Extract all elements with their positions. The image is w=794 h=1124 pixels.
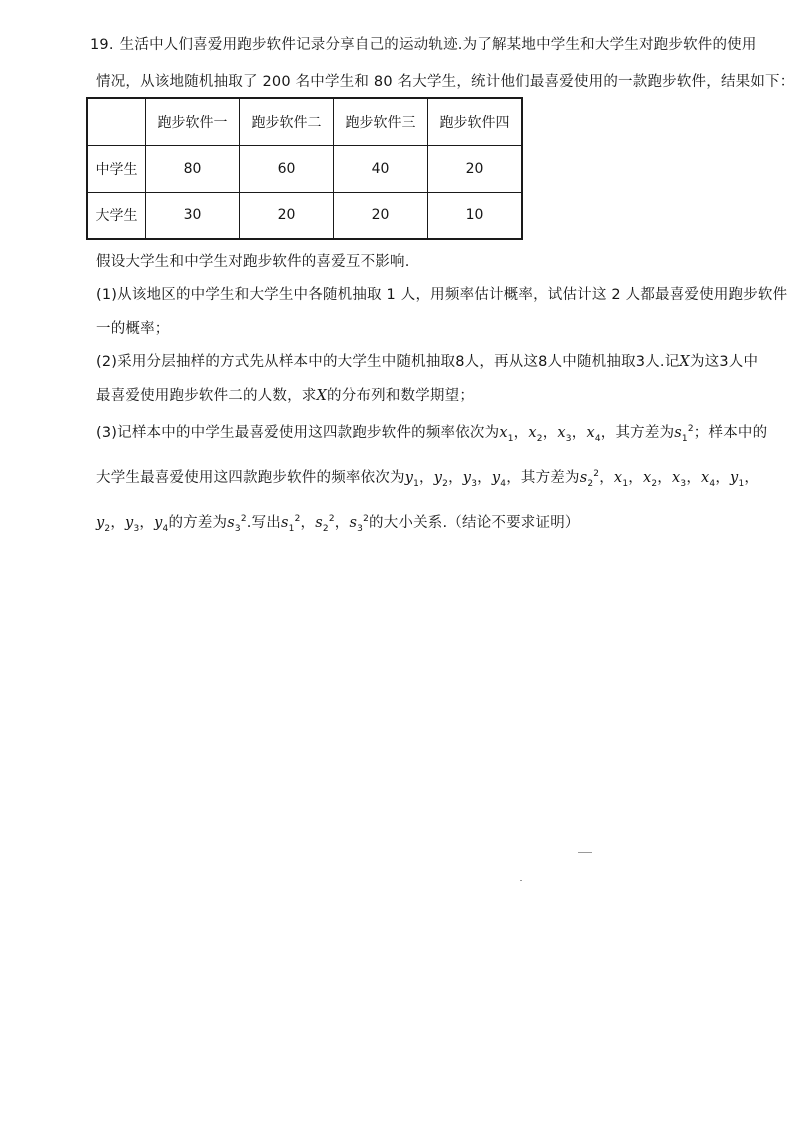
part3-text-3c: 的大小关系.（结论不要求证明） xyxy=(369,515,580,531)
math-symbol: x xyxy=(671,470,681,486)
separator: ， xyxy=(542,425,558,441)
table-cell: 60 xyxy=(240,145,334,192)
table-row xyxy=(87,145,522,192)
separator: ， xyxy=(110,515,126,531)
math-symbol: s xyxy=(349,515,358,531)
separator: ， xyxy=(628,470,643,486)
table-cell: 40 xyxy=(334,145,428,192)
math-symbol: y xyxy=(462,470,472,486)
math-symbol: y xyxy=(404,470,414,486)
math-symbol: x xyxy=(499,425,508,441)
part1-line-2 xyxy=(96,317,170,338)
separator: ， xyxy=(686,470,702,486)
separator: ， xyxy=(744,470,760,486)
math-subscript: 1 xyxy=(413,478,420,489)
question-number: 19. xyxy=(90,37,114,53)
math-subscript: 2 xyxy=(536,433,543,444)
separator: ， xyxy=(300,515,316,531)
math-symbol: y xyxy=(125,515,134,531)
part3-text-1b: ，其方差为 xyxy=(600,425,675,441)
table-cell: 10 xyxy=(428,192,523,239)
math-subscript: 1 xyxy=(507,433,514,444)
math-subscript: 2 xyxy=(104,523,111,534)
math-symbol: s xyxy=(315,515,323,531)
math-symbol: y xyxy=(96,515,105,531)
math-subscript: 3 xyxy=(565,433,572,444)
separator: ， xyxy=(139,515,155,531)
math-subscript: 1 xyxy=(288,523,295,534)
math-symbol: s xyxy=(227,515,235,531)
math-superscript: 2 xyxy=(240,514,247,525)
part3-text-3b: .写出 xyxy=(246,515,281,531)
math-symbol: x xyxy=(586,425,595,441)
table-header-cell: 跑步软件四 xyxy=(428,98,523,145)
math-symbol: x xyxy=(528,425,537,441)
math-symbol: y xyxy=(433,470,443,486)
math-subscript: 4 xyxy=(594,433,601,444)
variable-x: X xyxy=(679,354,690,370)
part3-text-2a: 大学生最喜爱使用这四款跑步软件的频率依次为 xyxy=(96,470,405,486)
table-header-cell: 跑步软件一 xyxy=(146,98,240,145)
part2-text-1b: 为这3人中 xyxy=(689,354,759,370)
math-symbol: x xyxy=(642,470,652,486)
scan-speck xyxy=(578,852,592,853)
separator: ， xyxy=(448,470,463,486)
math-symbol: y xyxy=(154,515,163,531)
part3-text-1a: (3)记样本中的中学生最喜爱使用这四款跑步软件的频率依次为 xyxy=(96,425,500,441)
question-intro-line-1 xyxy=(90,33,757,54)
math-subscript: 3 xyxy=(234,523,241,534)
math-symbol: y xyxy=(491,470,501,486)
math-symbol: s xyxy=(674,425,682,441)
math-subscript: 2 xyxy=(587,478,594,489)
math-superscript: 2 xyxy=(687,424,694,435)
math-subscript: 1 xyxy=(681,433,688,444)
math-subscript: 4 xyxy=(709,478,716,489)
table-row xyxy=(87,192,522,239)
math-superscript: 2 xyxy=(294,514,301,525)
math-subscript: 3 xyxy=(680,478,687,489)
table-cell: 80 xyxy=(146,145,240,192)
part3-text-3a: 的方差为 xyxy=(168,515,228,531)
table-cell: 20 xyxy=(334,192,428,239)
table-header-cell: 跑步软件二 xyxy=(240,98,334,145)
separator: ， xyxy=(477,470,492,486)
math-symbol: x xyxy=(613,470,623,486)
math-symbol: s xyxy=(579,470,588,486)
math-symbol: s xyxy=(281,515,289,531)
part2-text-1a: (2)采用分层抽样的方式先从样本中的大学生中随机抽取8人，再从这8人中随机抽取3人.记 xyxy=(96,354,680,370)
intro-text-2: 情况，从该地随机抽取了 200 名中学生和 80 名大学生，统计他们最喜爱使用的一款跑步软件，结果如下： xyxy=(96,74,794,90)
math-subscript: 2 xyxy=(651,478,658,489)
table-header-row xyxy=(87,98,522,145)
math-superscript: 2 xyxy=(593,469,600,480)
part1-line-1 xyxy=(96,283,787,304)
table-cell: 20 xyxy=(240,192,334,239)
math-subscript: 2 xyxy=(442,478,449,489)
math-symbol: y xyxy=(730,470,739,486)
math-subscript: 4 xyxy=(162,523,169,534)
scan-speck xyxy=(520,880,522,881)
table-row-label: 中学生 xyxy=(87,145,146,192)
part3-text-2b: ，其方差为 xyxy=(506,470,580,486)
part2-line-1 xyxy=(96,350,758,371)
math-subscript: 3 xyxy=(357,523,364,534)
separator: ， xyxy=(419,470,434,486)
assumption-line xyxy=(96,250,410,271)
separator: ， xyxy=(571,425,587,441)
part1-text-2: 一的概率； xyxy=(96,321,170,337)
math-superscript: 2 xyxy=(328,514,335,525)
assumption-text: 假设大学生和中学生对跑步软件的喜爱互不影响. xyxy=(96,254,410,270)
math-subscript: 4 xyxy=(500,478,507,489)
math-subscript: 3 xyxy=(471,478,478,489)
separator: ， xyxy=(334,515,350,531)
table-corner-cell xyxy=(87,98,146,145)
table-header-cell: 跑步软件三 xyxy=(334,98,428,145)
part3-line-2 xyxy=(96,466,759,489)
part1-text-1: (1)从该地区的中学生和大学生中各随机抽取 1 人，用频率估计概率，试估计这 2 人都最喜爱使用跑步软件 xyxy=(96,287,788,303)
part2-text-2a: 最喜爱使用跑步软件二的人数，求 xyxy=(96,388,317,404)
math-superscript: 2 xyxy=(363,514,369,525)
intro-text-1: 生活中人们喜爱用跑步软件记录分享自己的运动轨迹.为了解某地中学生和大学生对跑步软件的使用 xyxy=(119,37,757,53)
part3-text-1c: ；样本中的 xyxy=(693,425,768,441)
math-subscript: 1 xyxy=(738,478,745,489)
variable-x: X xyxy=(316,388,328,404)
question-intro-line-2 xyxy=(96,70,794,91)
math-symbol: x xyxy=(557,425,566,441)
separator: ， xyxy=(657,470,672,486)
math-subscript: 2 xyxy=(322,523,329,534)
part2-text-2b: 的分布列和数学期望； xyxy=(327,388,475,404)
part2-line-2 xyxy=(96,384,474,405)
table-row-label: 大学生 xyxy=(87,192,146,239)
math-subscript: 3 xyxy=(133,523,140,534)
math-subscript: 1 xyxy=(622,478,629,489)
table-cell: 30 xyxy=(146,192,240,239)
separator: ， xyxy=(715,470,731,486)
math-symbol: x xyxy=(701,470,710,486)
part3-line-3 xyxy=(96,511,580,534)
table-cell: 20 xyxy=(428,145,523,192)
separator: ， xyxy=(599,470,614,486)
data-table xyxy=(86,97,523,240)
separator: ， xyxy=(513,425,529,441)
part3-line-1 xyxy=(96,421,767,444)
